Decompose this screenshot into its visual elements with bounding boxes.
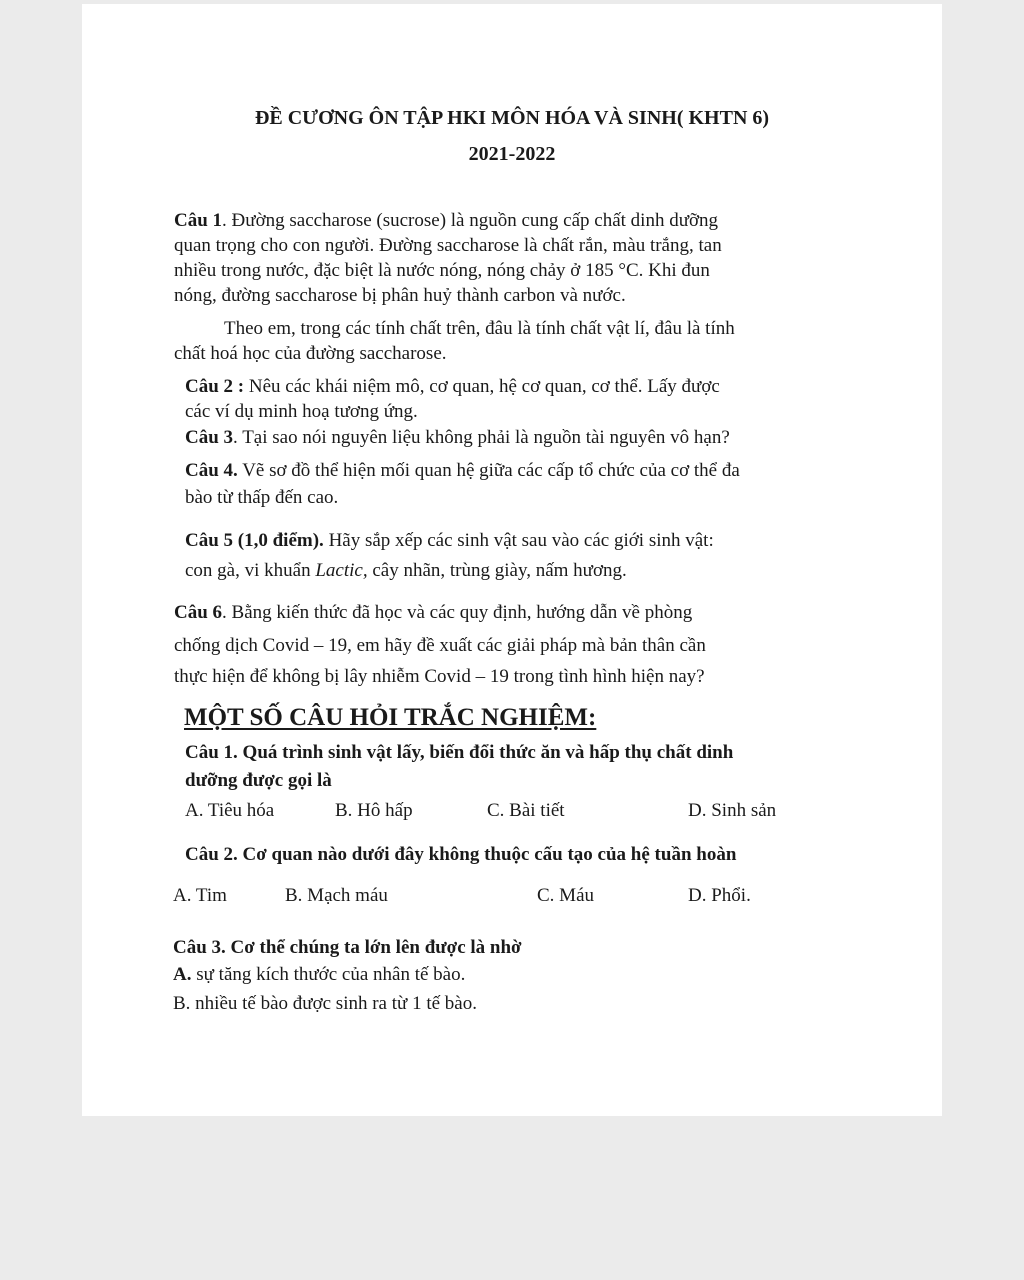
cau1-line6: chất hoá học của đường saccharose. <box>174 343 447 364</box>
mcq2-option-b: B. Mạch máu <box>285 885 388 906</box>
lactic-term: Lactic, <box>315 560 368 581</box>
cau4-line2: bào từ thấp đến cao. <box>185 487 339 508</box>
cau3-label: Câu 3 <box>185 427 234 448</box>
document-page <box>82 4 942 1116</box>
mcq2-option-c: C. Máu <box>537 885 594 906</box>
document-year: 2021-2022 <box>468 143 556 165</box>
cau2-line1: Câu 2 : Nêu các khái niệm mô, cơ quan, hệ cơ quan, cơ thể. Lấy được <box>185 376 720 397</box>
mcq3-question: Câu 3. Cơ thể chúng ta lớn lên được là nhờ <box>173 937 522 958</box>
cau1-line4: nóng, đường saccharose bị phân huỷ thành carbon và nước. <box>174 285 626 306</box>
cau1-line1: Câu 1. Đường saccharose (sucrose) là nguồn cung cấp chất dinh dưỡng <box>174 210 719 231</box>
cau5-label: Câu 5 (1,0 điểm). <box>185 530 324 551</box>
document-title: ĐỀ CƯƠNG ÔN TẬP HKI MÔN HÓA VÀ SINH( KHTN 6) <box>254 107 770 129</box>
cau5-line1: Câu 5 (1,0 điểm). Hãy sắp xếp các sinh vật sau vào các giới sinh vật: <box>185 530 714 551</box>
mcq-heading: MỘT SỐ CÂU HỎI TRẮC NGHIỆM: <box>184 704 597 731</box>
cau5-line2: con gà, vi khuẩn Lactic, cây nhãn, trùng giày, nấm hương. <box>185 560 627 581</box>
cau4-label: Câu 4. <box>185 460 238 481</box>
mcq1-option-d: D. Sinh sản <box>688 800 777 821</box>
mcq1-option-a: A. Tiêu hóa <box>185 800 275 821</box>
cau1-label: Câu 1 <box>174 210 223 231</box>
mcq3-option-a: A. sự tăng kích thước của nhân tế bào. <box>173 964 466 985</box>
mcq1-question-line2: dưỡng được gọi là <box>185 770 332 791</box>
mcq3-option-b: B. nhiều tế bào được sinh ra từ 1 tế bào. <box>173 993 477 1014</box>
mcq1-question-line1: Câu 1. Quá trình sinh vật lấy, biến đổi thức ăn và hấp thụ chất dinh <box>185 742 734 763</box>
cau3-line: Câu 3. Tại sao nói nguyên liệu không phải là nguồn tài nguyên vô hạn? <box>185 427 730 448</box>
mcq2-option-a: A. Tim <box>173 885 227 906</box>
cau1-line2: quan trọng cho con người. Đường saccharose là chất rắn, màu trắng, tan <box>174 235 722 256</box>
cau2-line2: các ví dụ minh hoạ tương ứng. <box>185 401 418 422</box>
mcq2-question: Câu 2. Cơ quan nào dưới đây không thuộc cấu tạo của hệ tuần hoàn <box>185 844 737 865</box>
cau4-line1: Câu 4. Vẽ sơ đồ thể hiện mối quan hệ giữa các cấp tổ chức của cơ thể đa <box>185 460 740 481</box>
cau6-line2: chống dịch Covid – 19, em hãy đề xuất các giải pháp mà bản thân cần <box>174 635 706 656</box>
cau6-line3: thực hiện để không bị lây nhiễm Covid – 19 trong tình hình hiện nay? <box>174 666 705 687</box>
cau6-label: Câu 6 <box>174 602 223 623</box>
mcq2-option-d: D. Phổi. <box>688 885 751 906</box>
mcq1-option-b: B. Hô hấp <box>335 800 413 821</box>
cau1-line3: nhiều trong nước, đặc biệt là nước nóng, nóng chảy ở 185 °C. Khi đun <box>174 260 710 281</box>
cau1-line5: Theo em, trong các tính chất trên, đâu là tính chất vật lí, đâu là tính <box>224 318 735 339</box>
cau2-label: Câu 2 : <box>185 376 245 397</box>
cau6-line1: Câu 6. Bằng kiến thức đã học và các quy định, hướng dẫn về phòng <box>174 602 693 623</box>
mcq1-option-c: C. Bài tiết <box>487 800 565 821</box>
